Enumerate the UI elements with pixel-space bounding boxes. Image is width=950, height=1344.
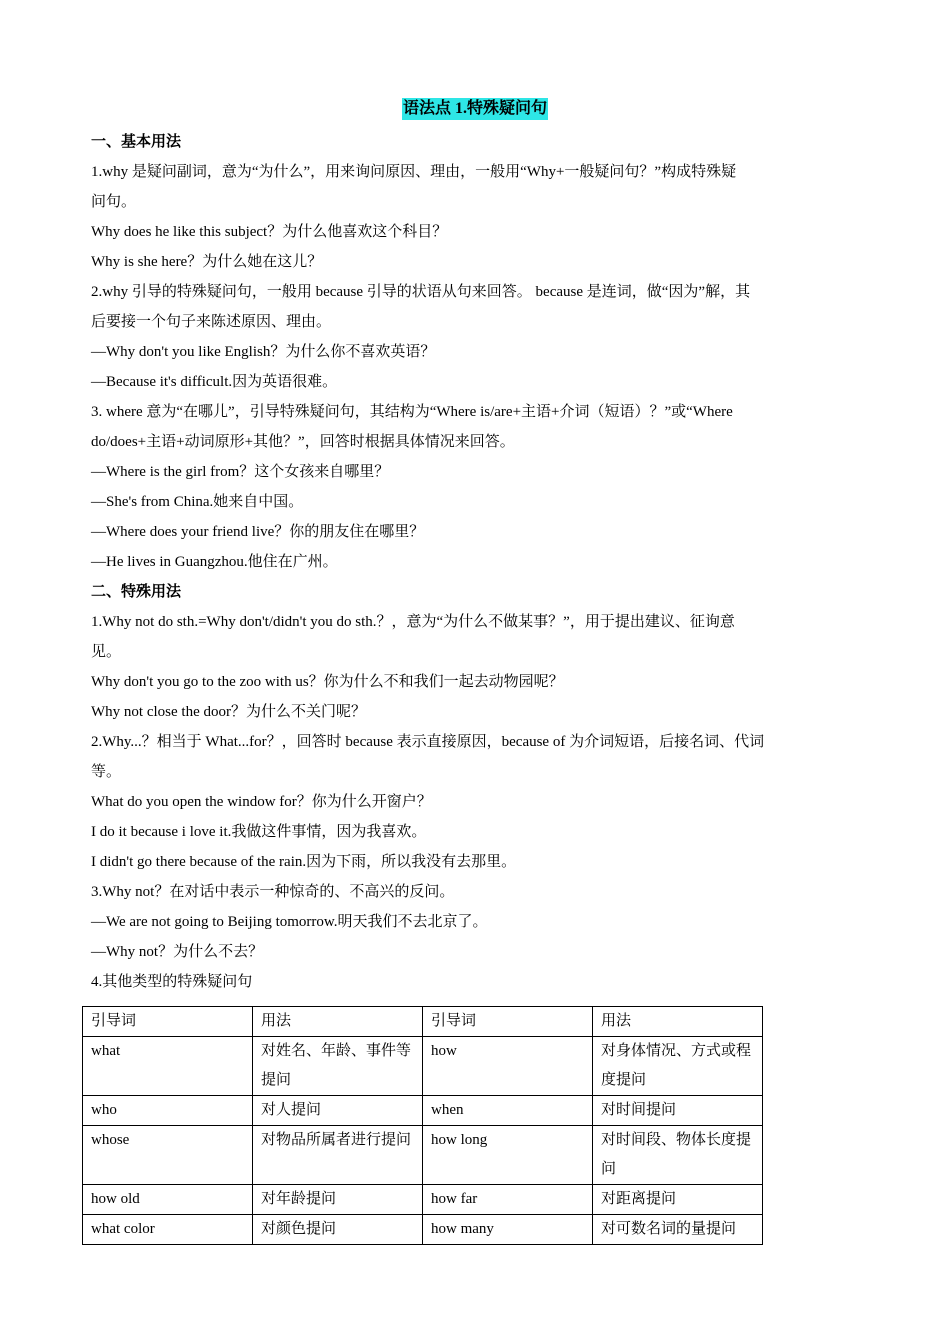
table-cell: whose — [83, 1126, 253, 1185]
paragraph: 等。 — [91, 764, 122, 780]
paragraph: 后要接一个句子来陈述原因、理由。 — [91, 314, 332, 330]
table-cell: how long — [423, 1126, 593, 1185]
example-sentence: —We are not going to Beijing tomorrow.明天我们不去北京了。 — [91, 914, 488, 930]
paragraph: 1.Why not do sth.=Why don't/didn't you do sth.？，意为“为什么不做某事？”，用于提出建议、征询意 — [91, 614, 735, 630]
section-heading-special: 二、特殊用法 — [91, 584, 182, 600]
table-cell: 对距离提问 — [593, 1185, 763, 1215]
example-sentence: —Where is the girl from？这个女孩来自哪里？ — [91, 464, 390, 480]
document-body — [91, 127, 859, 997]
example-sentence: Why don't you go to the zoo with us？你为什么不和我们一起去动物园呢？ — [91, 674, 564, 690]
table-row — [83, 1215, 763, 1245]
example-sentence: Why does he like this subject？为什么他喜欢这个科目？ — [91, 224, 448, 240]
table-row — [83, 1037, 763, 1096]
example-sentence: —Because it's difficult.因为英语很难。 — [91, 374, 338, 390]
table-cell: how — [423, 1037, 593, 1096]
table-header-row — [83, 1007, 763, 1037]
table-cell: what color — [83, 1215, 253, 1245]
paragraph: 问句。 — [91, 194, 137, 210]
paragraph: 3.Why not？在对话中表示一种惊奇的、不高兴的反问。 — [91, 884, 455, 900]
example-sentence: I didn't go there because of the rain.因为下雨，所以我没有去那里。 — [91, 854, 517, 870]
table-cell: when — [423, 1096, 593, 1126]
table-cell: who — [83, 1096, 253, 1126]
example-sentence: —Where does your friend live？你的朋友住在哪里？ — [91, 524, 425, 540]
example-sentence: —Why don't you like English？为什么你不喜欢英语？ — [91, 344, 436, 360]
title-wrap — [0, 98, 950, 120]
example-sentence: Why not close the door？为什么不关门呢？ — [91, 704, 366, 720]
page-title: 语法点 1.特殊疑问句 — [402, 98, 548, 120]
example-sentence: —She's from China.她来自中国。 — [91, 494, 304, 510]
table-cell: how many — [423, 1215, 593, 1245]
paragraph: 3. where 意为“在哪儿”，引导特殊疑问句，其结构为“Where is/are+主语+介词（短语）？”或“Where — [91, 404, 733, 420]
table-cell: 对时间提问 — [593, 1096, 763, 1126]
table-cell: 对姓名、年龄、事件等提问 — [253, 1037, 423, 1096]
paragraph: 2.Why...？相当于 What...for？，回答时 because 表示直接原因，because of 为介词短语，后接名词、代词 — [91, 734, 765, 750]
question-word-table — [82, 1006, 763, 1245]
table-cell: 对物品所属者进行提问 — [253, 1126, 423, 1185]
table-cell: 对颜色提问 — [253, 1215, 423, 1245]
table-cell: what — [83, 1037, 253, 1096]
table-cell: 对年龄提问 — [253, 1185, 423, 1215]
example-sentence: —Why not？为什么不去？ — [91, 944, 264, 960]
table-row — [83, 1096, 763, 1126]
section-heading-basic: 一、基本用法 — [91, 134, 182, 150]
table-cell: 对人提问 — [253, 1096, 423, 1126]
table-cell: how far — [423, 1185, 593, 1215]
example-sentence: —He lives in Guangzhou.他住在广州。 — [91, 554, 338, 570]
paragraph: 见。 — [91, 644, 122, 660]
table-cell: 对可数名词的量提问 — [593, 1215, 763, 1245]
paragraph: 1.why 是疑问副词，意为“为什么”，用来询问原因、理由，一般用“Why+一般疑问句？”构成特殊疑 — [91, 164, 737, 180]
paragraph: do/does+主语+动词原形+其他？”，回答时根据具体情况来回答。 — [91, 434, 515, 450]
table-cell: 对身体情况、方式或程度提问 — [593, 1037, 763, 1096]
table-header-cell: 引导词 — [83, 1007, 253, 1037]
paragraph: 2.why 引导的特殊疑问句，一般用 because 引导的状语从句来回答。 because 是连词，做“因为”解，其 — [91, 284, 751, 300]
example-sentence: Why is she here？为什么她在这儿？ — [91, 254, 323, 270]
table-header-cell: 用法 — [593, 1007, 763, 1037]
table-row — [83, 1126, 763, 1185]
table-header-cell: 用法 — [253, 1007, 423, 1037]
table-header-cell: 引导词 — [423, 1007, 593, 1037]
table-cell: 对时间段、物体长度提问 — [593, 1126, 763, 1185]
paragraph: 4.其他类型的特殊疑问句 — [91, 974, 253, 990]
table-cell: how old — [83, 1185, 253, 1215]
example-sentence: What do you open the window for？你为什么开窗户？ — [91, 794, 432, 810]
table-row — [83, 1185, 763, 1215]
example-sentence: I do it because i love it.我做这件事情，因为我喜欢。 — [91, 824, 427, 840]
